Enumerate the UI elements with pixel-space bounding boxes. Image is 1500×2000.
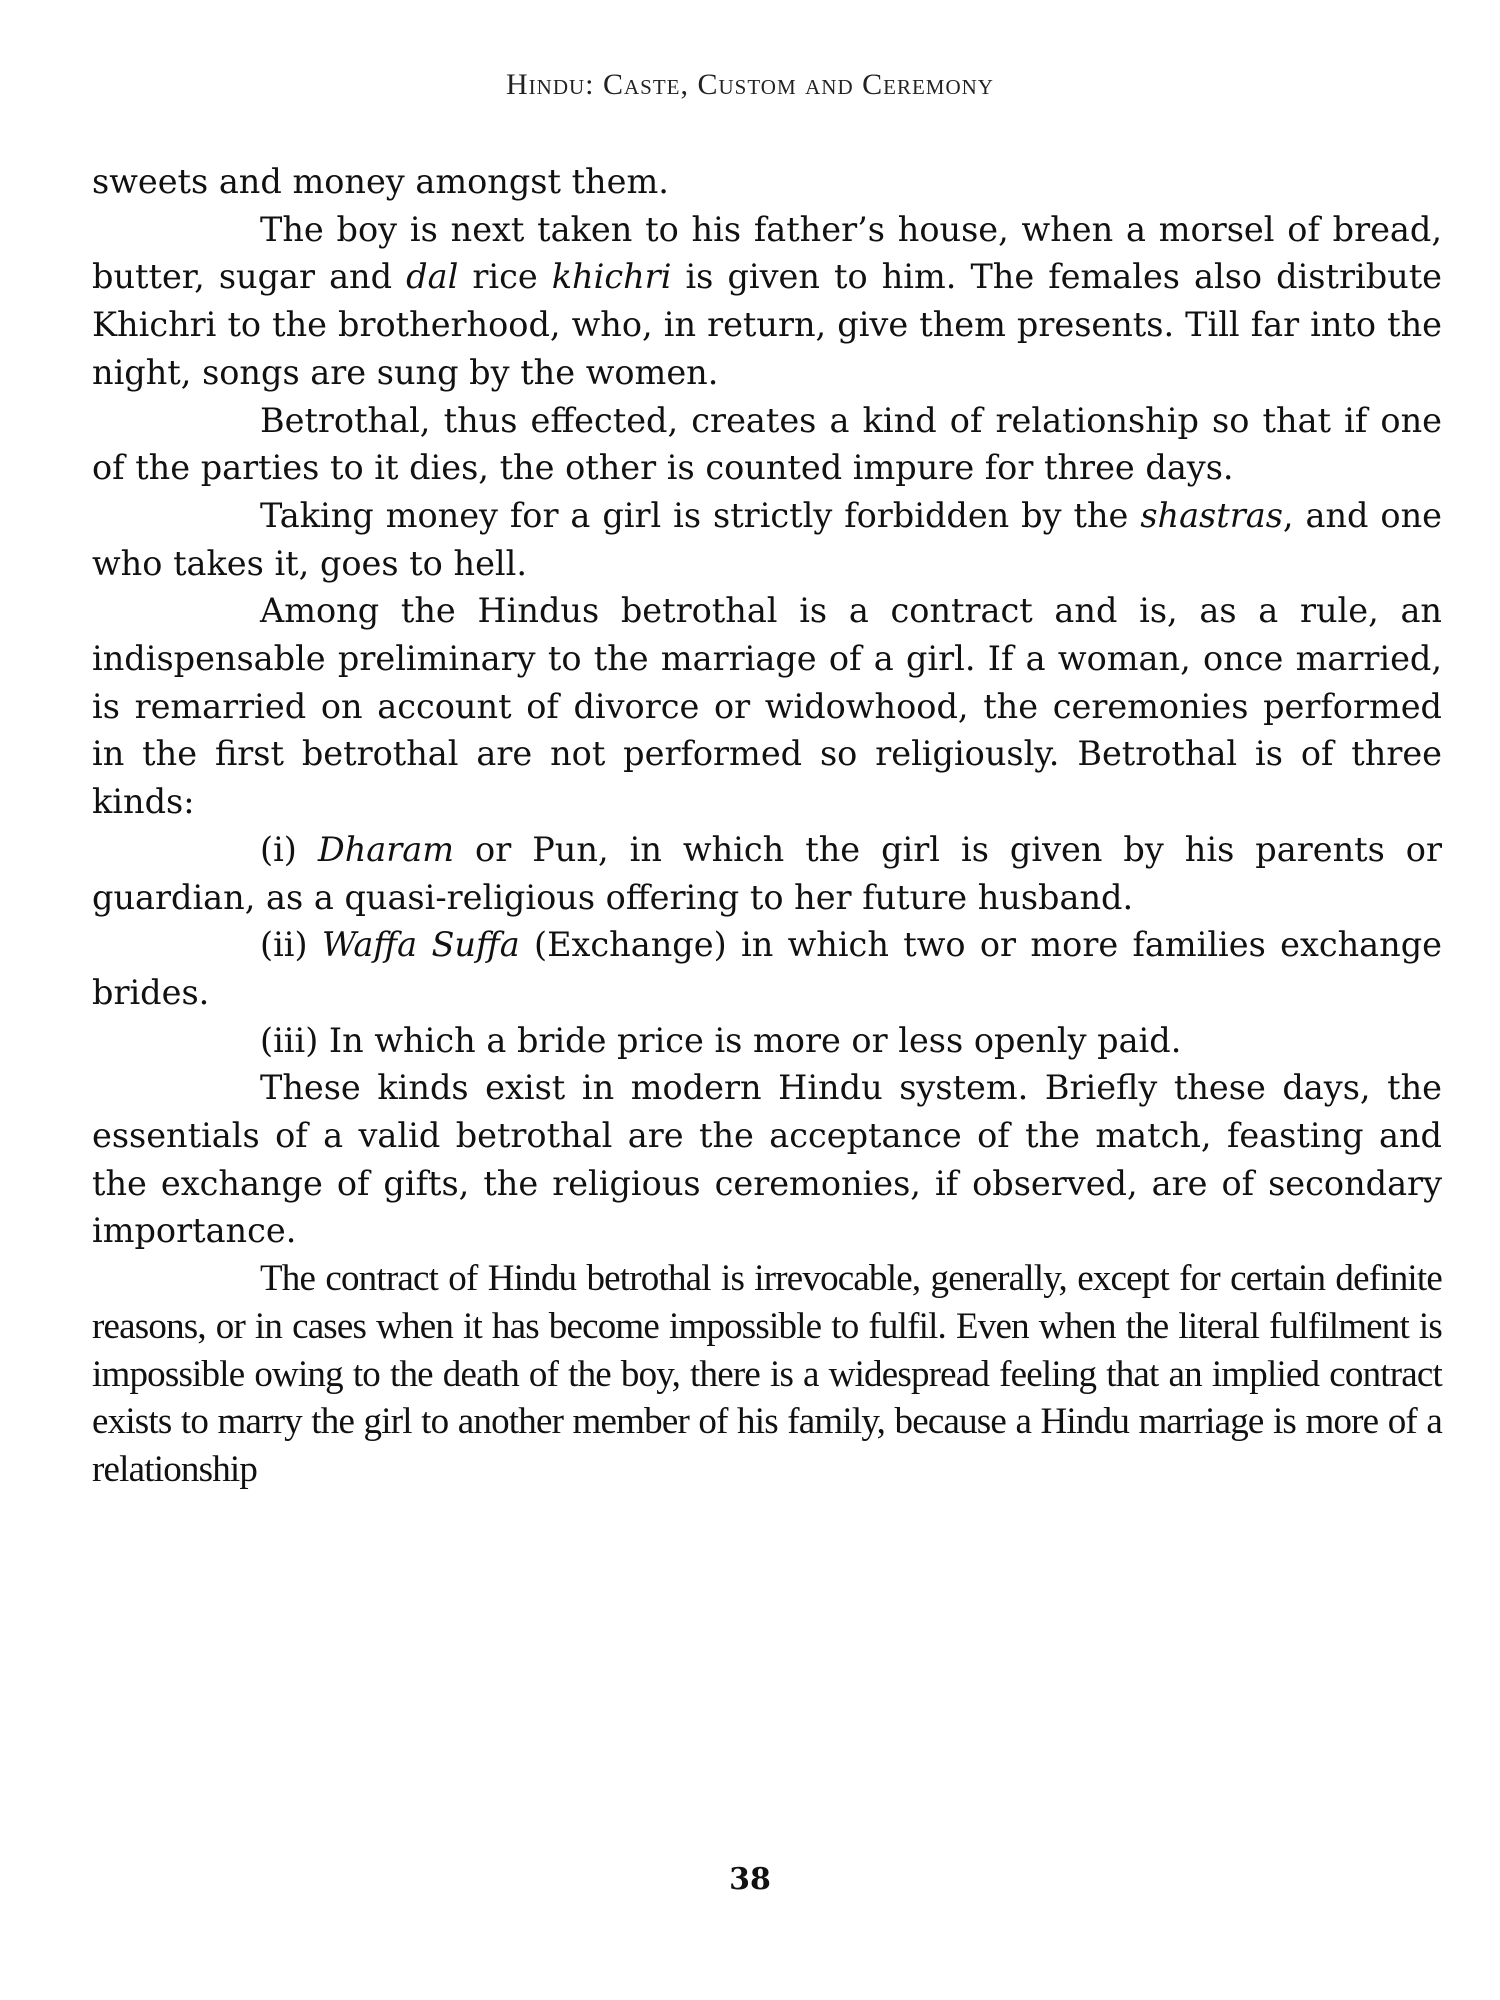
text-run: sweets and money amongst them. [92, 162, 669, 201]
text-run: The contract of Hindu betrothal is irrevocable, generally, except for certain definite reasons, or in cases when it has become impossible to fulfil. Even when the literal fulfilment is impossible owing to the death of the boy, there is a widespread feeling that an implied contract exists to marry the girl to another member of his family, because a Hindu marriage is more of a relationship [92, 1258, 1442, 1490]
text-run: (Exchange) in which two or more families exchange brides. [92, 925, 1442, 1012]
text-run: Taking money for a girl is strictly forbidden by the [260, 495, 1141, 535]
paragraph [92, 492, 1442, 587]
body-text [92, 158, 1442, 1494]
text-run: rice [458, 257, 552, 297]
paragraph [92, 1255, 1442, 1494]
paragraph [92, 1017, 1442, 1065]
paragraph [92, 587, 1442, 826]
italic-term: khichri [551, 257, 672, 297]
running-head: Hindu: Caste, Custom and Ceremony [506, 68, 994, 101]
text-run: The boy is next taken to his father’s house, when a morsel of bread, butter, sugar and [92, 209, 1442, 297]
paragraph [92, 397, 1442, 492]
text-run: is given to him. The females also distribute Khichri to the brotherhood, who, in return, give them presents. Till far into the night, songs are sung by the women. [92, 257, 1443, 392]
italic-term: shastras [1140, 495, 1283, 535]
text-run: Among the Hindus betrothal is a contract and is, as a rule, an indispensable preliminary to the marriage of a girl. If a woman, once married, is remarried on account of divorce or widowhood, the ceremonies performed in the first betrothal are not performed so religiously. Betrothal is of three kinds: [92, 591, 1442, 822]
paragraph [92, 206, 1442, 397]
text-run: (i) [260, 829, 318, 869]
page-number: 38 [729, 1862, 771, 1897]
text-run: (iii) In which a bride price is more or less openly paid. [260, 1020, 1182, 1060]
paragraph [92, 921, 1442, 1016]
text-run: or Pun, in which the girl is given by his parents or guardian, as a quasi-religious offering to her future husband. [92, 829, 1442, 917]
text-run: Betrothal, thus effected, creates a kind of relationship so that if one of the parties to it dies, the other is counted impure for three days. [92, 400, 1442, 488]
italic-term: dal [406, 257, 459, 297]
italic-term: Dharam [317, 829, 455, 869]
paragraph [92, 826, 1442, 921]
paragraph [92, 158, 1442, 206]
text-run: , and one who takes it, goes to hell. [92, 495, 1442, 583]
text-run: (ii) [260, 925, 322, 965]
italic-term: Waffa Suffa [321, 925, 520, 965]
paragraph [92, 1064, 1442, 1255]
text-run: These kinds exist in modern Hindu system. Briefly these days, the essentials of a valid betrothal are the acceptance of the match, feasting and the exchange of gifts, the religious ceremonies, if observed, are of secondary importance. [92, 1068, 1442, 1251]
